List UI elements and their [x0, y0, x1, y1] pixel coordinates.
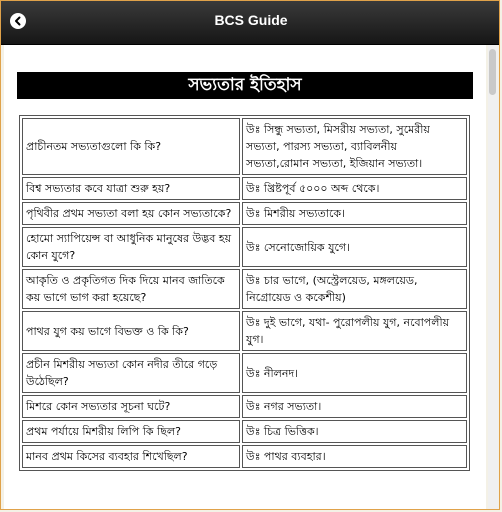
question-cell: মানব প্রথম কিসের ব্যবহার শিখেছিল?: [22, 445, 240, 468]
answer-cell: উঃ চার ভাগে, (অস্ট্রেলয়েড, মঙ্গলয়েড, নিগ্রোয়েড ও ককেশীয়): [242, 269, 467, 309]
content-area[interactable]: [4, 45, 486, 509]
table-row: [22, 202, 467, 225]
answer-cell: উঃ পাথর ব্যবহার।: [242, 445, 467, 468]
answer-cell: উঃ সেনোজোয়িক যুগে।: [242, 227, 467, 267]
table-row: [22, 353, 467, 393]
question-cell: পৃথিবীর প্রথম সভ্যতা বলা হয় কোন সভ্যতাকে?: [22, 202, 240, 225]
section-title: সভ্যতার ইতিহাস: [17, 72, 473, 99]
question-cell: পাথর যুগ কয় ভাগে বিভক্ত ও কি কি?: [22, 311, 240, 351]
scroll-thumb[interactable]: [489, 49, 496, 95]
table-row: [22, 445, 467, 468]
question-cell: আকৃতি ও প্রকৃতিগত দিক দিয়ে মানব জাতিকে কয় ভাগে ভাগ করা হয়েছে?: [22, 269, 240, 309]
qa-table: [19, 115, 470, 471]
question-cell: বিশ্ব সভ্যতার কবে যাত্রা শুরু হয়?: [22, 177, 240, 200]
table-row: [22, 420, 467, 443]
answer-cell: উঃ নগর সভ্যতা।: [242, 395, 467, 418]
table-row: [22, 269, 467, 309]
table-row: [22, 395, 467, 418]
table-row: [22, 227, 467, 267]
top-app-bar: [1, 1, 500, 45]
answer-cell: উঃ খ্রিষ্টপূর্ব ৫০০০ অব্দ থেকে।: [242, 177, 467, 200]
question-cell: প্রচীন মিশরীয় সভ্যতা কোন নদীর তীরে গড়ে উঠেছিল?: [22, 353, 240, 393]
answer-cell: উঃ দুই ভাগে, যথা- পুরোপলীয় যুগ, নবোপলীয় যুগ।: [242, 311, 467, 351]
question-cell: হোমো স্যাপিয়েন্স বা আধুনিক মানুষের উদ্ভব হয় কোন যুগে?: [22, 227, 240, 267]
answer-cell: উঃ চিত্র ভিত্তিক।: [242, 420, 467, 443]
answer-cell: উঃ মিশরীয় সভ্যতাকে।: [242, 202, 467, 225]
question-cell: প্রাচীনতম সভ্যতাগুলো কি কি?: [22, 118, 240, 175]
table-row: [22, 311, 467, 351]
question-cell: প্রথম পর্যায়ে মিশরীয় লিপি কি ছিল?: [22, 420, 240, 443]
app-title: BCS Guide: [214, 12, 288, 28]
answer-cell: উঃ সিন্ধু সভ্যতা, মিসরীয় সভ্যতা, সুমেরীয় সভ্যতা, পারস্য সভ্যতা, ব্যাবিলনীয় সভ্যতা,রোমান সভ্যতা, ইজিয়ান সভ্যতা।: [242, 118, 467, 175]
scrollbar[interactable]: [488, 45, 498, 509]
table-row: [22, 177, 467, 200]
question-cell: মিশরে কোন সভ্যতার সূচনা ঘটে?: [22, 395, 240, 418]
answer-cell: উঃ নীলনদ।: [242, 353, 467, 393]
table-row: [22, 118, 467, 175]
